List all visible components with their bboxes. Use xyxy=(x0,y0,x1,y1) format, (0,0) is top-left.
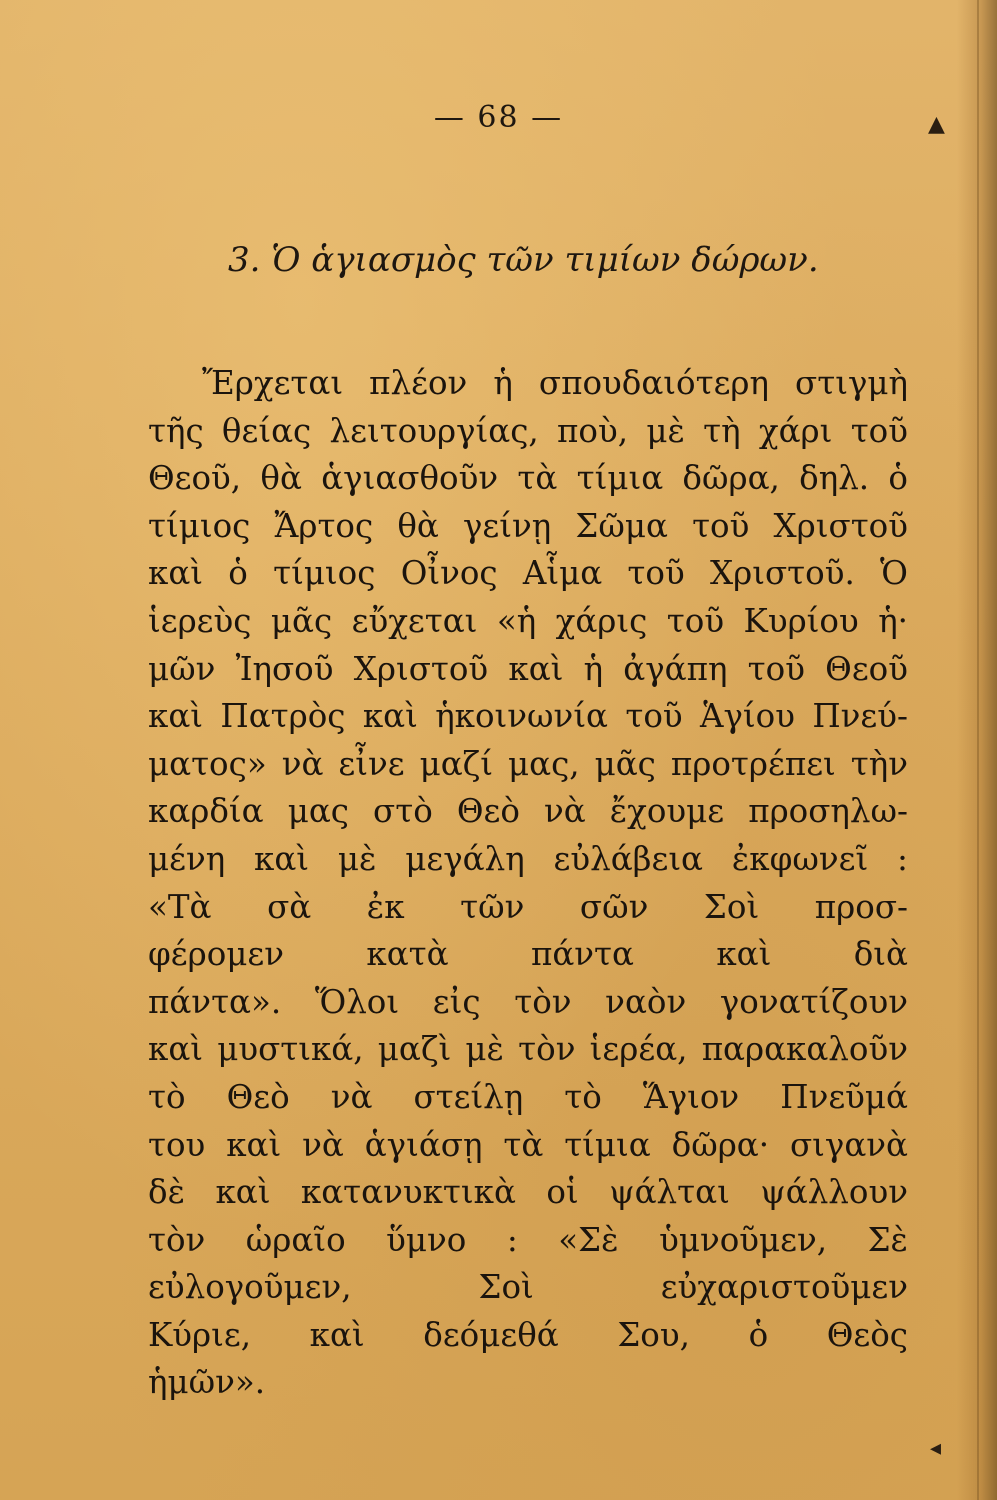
text-line: του καὶ νὰ ἁγιάσῃ τὰ τίμια δῶρα· σιγανὰ xyxy=(148,1125,908,1164)
text-line: τίμιος Ἄρτος θὰ γείνῃ Σῶμα τοῦ Χριστοῦ xyxy=(148,506,908,545)
text-line: καρδία μας στὸ Θεὸ νὰ ἔχουμε προσηλω- xyxy=(148,792,908,831)
body-text xyxy=(148,360,908,1407)
corner-mark: ▲ xyxy=(928,112,945,137)
text-line: καὶ Πατρὸς καὶ ἡκοινωνία τοῦ Ἁγίου Πνεύ- xyxy=(148,697,908,736)
text-line: τὸν ὡραῖο ὕμνο : «Σὲ ὑμνοῦμεν, Σὲ xyxy=(148,1220,908,1259)
section-heading: 3. Ὁ ἁγιασμὸς τῶν τιμίων δώρων. xyxy=(228,240,819,280)
text-line: τὸ Θεὸ νὰ στείλῃ τὸ Ἅγιον Πνεῦμά xyxy=(148,1077,908,1116)
text-line: Κύριε, καὶ δεόμεθά Σου, ὁ Θεὸς xyxy=(148,1315,908,1354)
text-line: Ἔρχεται πλέον ἡ σπουδαιότερη στιγμὴ xyxy=(202,364,908,402)
page-number: — 68 — xyxy=(433,100,564,135)
text-line: μῶν Ἰησοῦ Χριστοῦ καὶ ἡ ἀγάπη τοῦ Θεοῦ xyxy=(148,649,908,688)
text-line: ἡμῶν». xyxy=(148,1363,266,1402)
text-line: τῆς θείας λειτουργίας, ποὺ, μὲ τὴ χάρι τοῦ xyxy=(148,411,908,450)
text-line: φέρομεν κατὰ πάντα καὶ διὰ xyxy=(148,935,908,974)
corner-mark: ◂ xyxy=(930,1436,942,1461)
text-line: «Τὰ σὰ ἐκ τῶν σῶν Σοὶ προσ- xyxy=(148,887,908,926)
text-line: δὲ καὶ κατανυκτικὰ οἱ ψάλται ψάλλουν xyxy=(148,1173,908,1212)
text-line: καὶ ὁ τίμιος Οἶνος Αἷμα τοῦ Χριστοῦ. Ὁ xyxy=(148,554,908,593)
page-edge-line xyxy=(977,0,979,1500)
text-line: ἱερεὺς μᾶς εὔχεται «ἡ χάρις τοῦ Κυρίου ἡ· xyxy=(148,601,908,640)
text-line: ματος» νὰ εἶνε μαζί μας, μᾶς προτρέπει τὴν xyxy=(148,744,908,783)
text-line: μένη καὶ μὲ μεγάλη εὐλάβεια ἐκφωνεῖ : xyxy=(148,839,908,878)
text-line: καὶ μυστικά, μαζὶ μὲ τὸν ἱερέα, παρακαλοῦν xyxy=(148,1030,908,1069)
text-line: Θεοῦ, θὰ ἁγιασθοῦν τὰ τίμια δῶρα, δηλ. ὁ xyxy=(148,459,908,498)
text-line: εὐλογοῦμεν, Σοὶ εὐχαριστοῦμεν xyxy=(148,1268,908,1307)
text-line: πάντα». Ὅλοι εἰς τὸν ναὸν γονατίζουν xyxy=(148,982,908,1021)
